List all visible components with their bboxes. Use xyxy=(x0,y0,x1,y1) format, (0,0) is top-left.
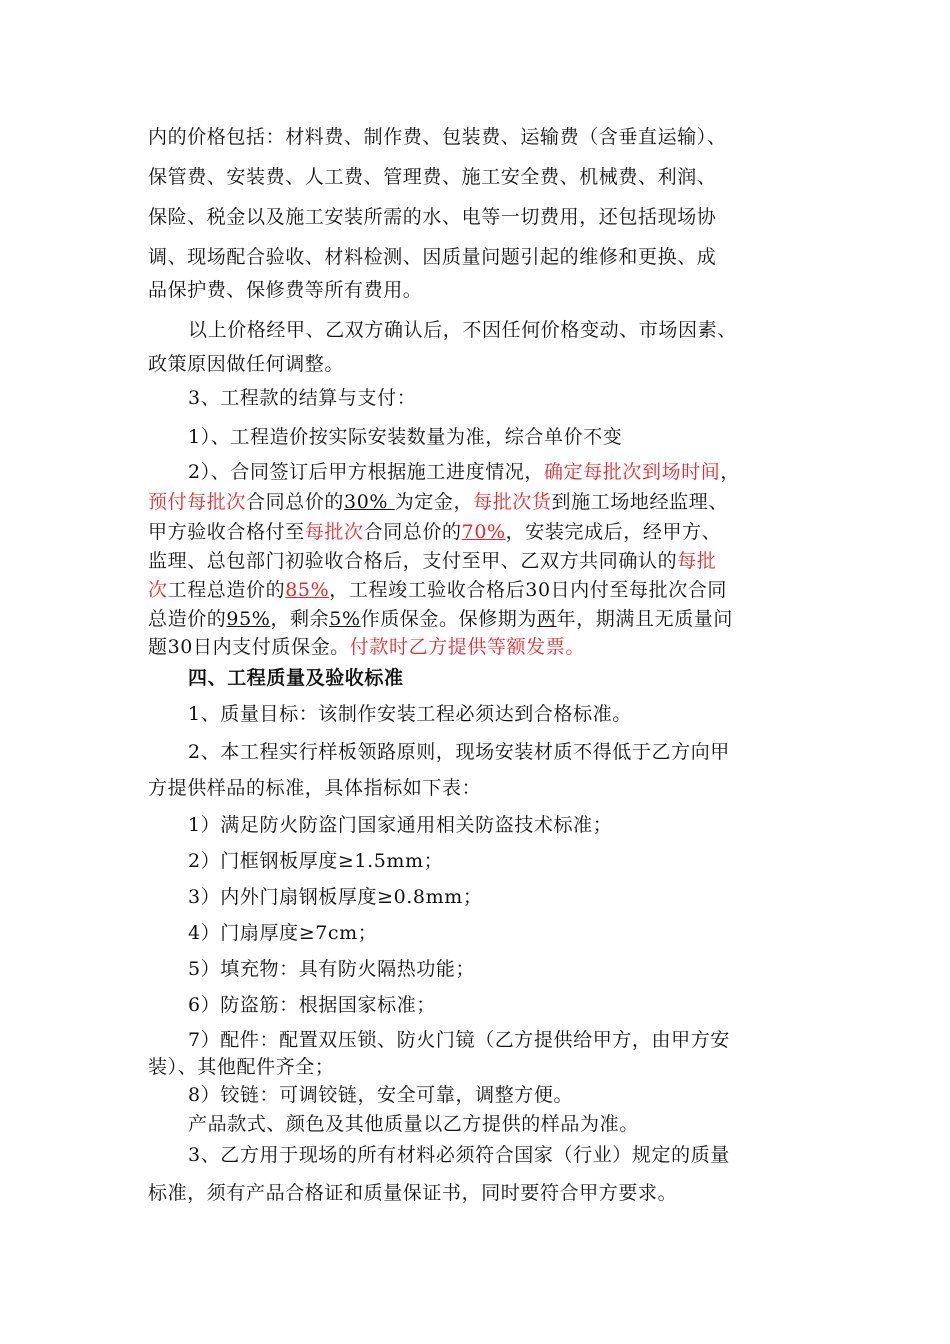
underlined-value: 两 xyxy=(537,608,557,630)
highlight-text: 每批次货 xyxy=(473,491,552,513)
list-item: 7）配件：配置双压锁、防火门镜（乙方提供给甲方，由甲方安 xyxy=(188,1029,730,1051)
text-line: 监理、总包部门初验收合格后，支付至甲、乙双方共同确认的每批 xyxy=(148,550,717,572)
list-item: 1）满足防火防盗门国家通用相关防盗技术标准； xyxy=(188,814,613,836)
list-item: 6）防盗筋：根据国家标准； xyxy=(188,994,436,1016)
text-line: 甲方验收合格付至每批次合同总价的70%，安装完成后，经甲方、 xyxy=(148,521,722,543)
underlined-value: 30% xyxy=(344,491,395,513)
text-line: 政策原因做任何调整。 xyxy=(148,353,345,375)
highlight-text: 每批次 xyxy=(304,521,364,543)
list-item: 4）门扇厚度≥7cm； xyxy=(188,922,378,944)
highlight-text: 每批 xyxy=(677,550,717,572)
text-line: 内的价格包括：材料费、制作费、包装费、运输费（含垂直运输）、 xyxy=(148,126,727,148)
text-line: 2、本工程实行样板领路原则，现场安装材质不得低于乙方向甲 xyxy=(188,741,730,763)
list-item: 2）门框钢板厚度≥1.5mm； xyxy=(188,850,444,872)
highlight-text: 确定每批次到场时间 xyxy=(544,461,721,483)
list-item: 5）填充物：具有防火隔热功能； xyxy=(188,958,476,980)
text-line: 保险、税金以及施工安装所需的水、电等一切费用，还包括现场协 xyxy=(148,206,717,228)
text-line: 次工程总造价的85%，工程竣工验收合格后30日内付至每批次合同 xyxy=(148,579,728,601)
text-line: 1、质量目标：该制作安装工程必须达到合格标准。 xyxy=(188,703,632,725)
underlined-value: 70% xyxy=(461,521,506,543)
text-line: 题30日内支付质保金。付款时乙方提供等额发票。 xyxy=(148,636,585,658)
highlight-text: 预付每批次 xyxy=(148,491,247,513)
text-line: 以上价格经甲、乙双方确认后，不因任何价格变动、市场因素、 xyxy=(188,319,737,341)
underlined-value: 95% xyxy=(226,608,271,630)
text-line: 产品款式、颜色及其他质量以乙方提供的样品为准。 xyxy=(188,1113,639,1135)
underlined-value: 85% xyxy=(285,579,330,601)
section-heading: 四、工程质量及验收标准 xyxy=(188,667,404,689)
text-line: 装）、其他配件齐全； xyxy=(148,1056,335,1078)
section-heading: 3、工程款的结算与支付： xyxy=(188,387,417,409)
text-line: 总造价的95%，剩余5%作质保金。保修期为两年，期满且无质量问 xyxy=(148,608,734,630)
underlined-value: 5% xyxy=(329,608,361,630)
highlight-text: 付款时乙方提供等额发票。 xyxy=(349,636,585,658)
highlight-text: 次 xyxy=(148,579,168,601)
text-line: 方提供样品的标准，具体指标如下表： xyxy=(148,777,482,799)
text-line: 标准，须有产品合格证和质量保证书，同时要符合甲方要求。 xyxy=(148,1182,678,1204)
text-line: 3、乙方用于现场的所有材料必须符合国家（行业）规定的质量 xyxy=(188,1144,730,1166)
text-line: 品保护费、保修费等所有费用。 xyxy=(148,279,423,301)
list-item: 3）内外门扇钢板厚度≥0.8mm； xyxy=(188,886,483,908)
text-line: 1）、工程造价按实际安装数量为准，综合单价不变 xyxy=(188,426,623,448)
text-line: 调、现场配合验收、材料检测、因质量问题引起的维修和更换、成 xyxy=(148,246,717,268)
text-line: 保管费、安装费、人工费、管理费、施工安全费、机械费、利润、 xyxy=(148,166,717,188)
text-line: 2）、合同签订后甲方根据施工进度情况，确定每批次到场时间， xyxy=(188,461,741,483)
list-item: 8）铰链：可调铰链，安全可靠，调整方便。 xyxy=(188,1084,574,1106)
text-line: 预付每批次合同总价的30% 为定金，每批次货到施工场地经监理、 xyxy=(148,491,728,513)
